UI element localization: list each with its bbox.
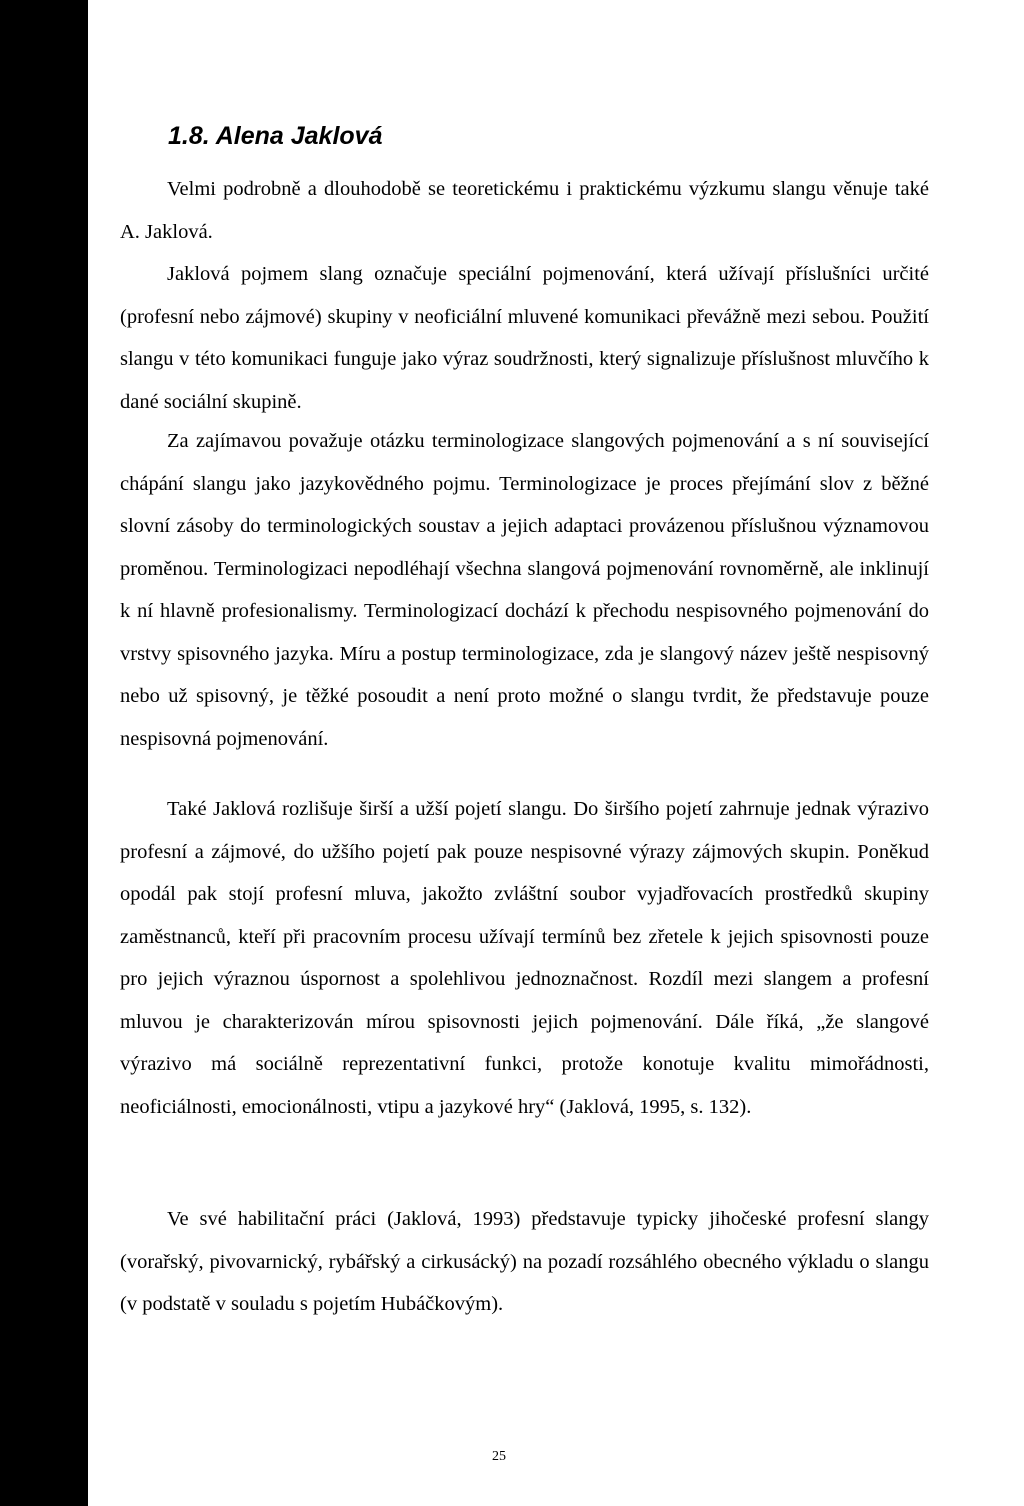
document-page (91, 0, 1024, 1506)
paragraph-terminologization: Za zajímavou považuje otázku terminologizace slangových pojmenování a s ní související chápání slangu jako jazykovědného pojmu. Terminologizace je proces přejímání slov z běžné slovní zásoby do terminologických soustav a jejich adaptaci provázenou příslušnou významovou proměnou. Terminologizaci nepodléhají všechna slangová pojmenování rovnoměrně, ale inklinují k ní hlavně profesionalismy. Terminologizací dochází k přechodu nespisovného pojmenování do vrstvy spisovného jazyka. Míru a postup terminologizace, zda je slangový název ještě nespisovný nebo už spisovný, je těžké posoudit a není proto možné o slangu tvrdit, že představuje pouze nespisovná pojmenování. (120, 430, 929, 750)
paragraph-slang-definition: Jaklová pojmem slang označuje speciální pojmenování, která užívají příslušníci určité (profesní nebo zájmové) skupiny v neoficiální mluvené komunikaci převážně mezi sebou. Použití slangu v této komunikaci funguje jako výraz soudržnosti, který signalizuje příslušnost mluvčího k dané sociální skupině. (120, 263, 929, 413)
paragraph-habilitation: Ve své habilitační práci (Jaklová, 1993) představuje typicky jihočeské profesní slangy (vorařský, pivovarnický, rybářský a cirkusácký) na pozadí rozsáhlého obecného výkladu o slangu (v podstatě v souladu s pojetím Hubáčkovým). (120, 1208, 929, 1315)
page-number: 25 (492, 1449, 506, 1464)
section-heading: 1.8. Alena Jaklová (168, 122, 383, 150)
paragraph-broad-narrow-concept: Také Jaklová rozlišuje širší a užší pojetí slangu. Do širšího pojetí zahrnuje jednak výrazivo profesní a zájmové, do užšího pojetí pak pouze nespisovné výrazy zájmových skupin. Poněkud opodál pak stojí profesní mluva, jakožto zvláštní soubor vyjadřovacích prostředků skupiny zaměstnanců, kteří při pracovním procesu užívají termínů bez zřetele k jejich spisovnosti pouze pro jejich výraznou úspornost a spolehlivou jednoznačnost. Rozdíl mezi slangem a profesní mluvou je charakterizován mírou spisovnosti jejich pojmenování. Dále říká, „že slangové výrazivo má sociálně reprezentativní funkci, protože konotuje kvalitu mimořádnosti, neoficiálnosti, emocionálnosti, vtipu a jazykové hry“ (Jaklová, 1995, s. 132). (120, 798, 929, 1118)
paragraph-intro: Velmi podrobně a dlouhodobě se teoretickému i praktickému výzkumu slangu věnuje také A. Jaklová. (120, 178, 929, 243)
